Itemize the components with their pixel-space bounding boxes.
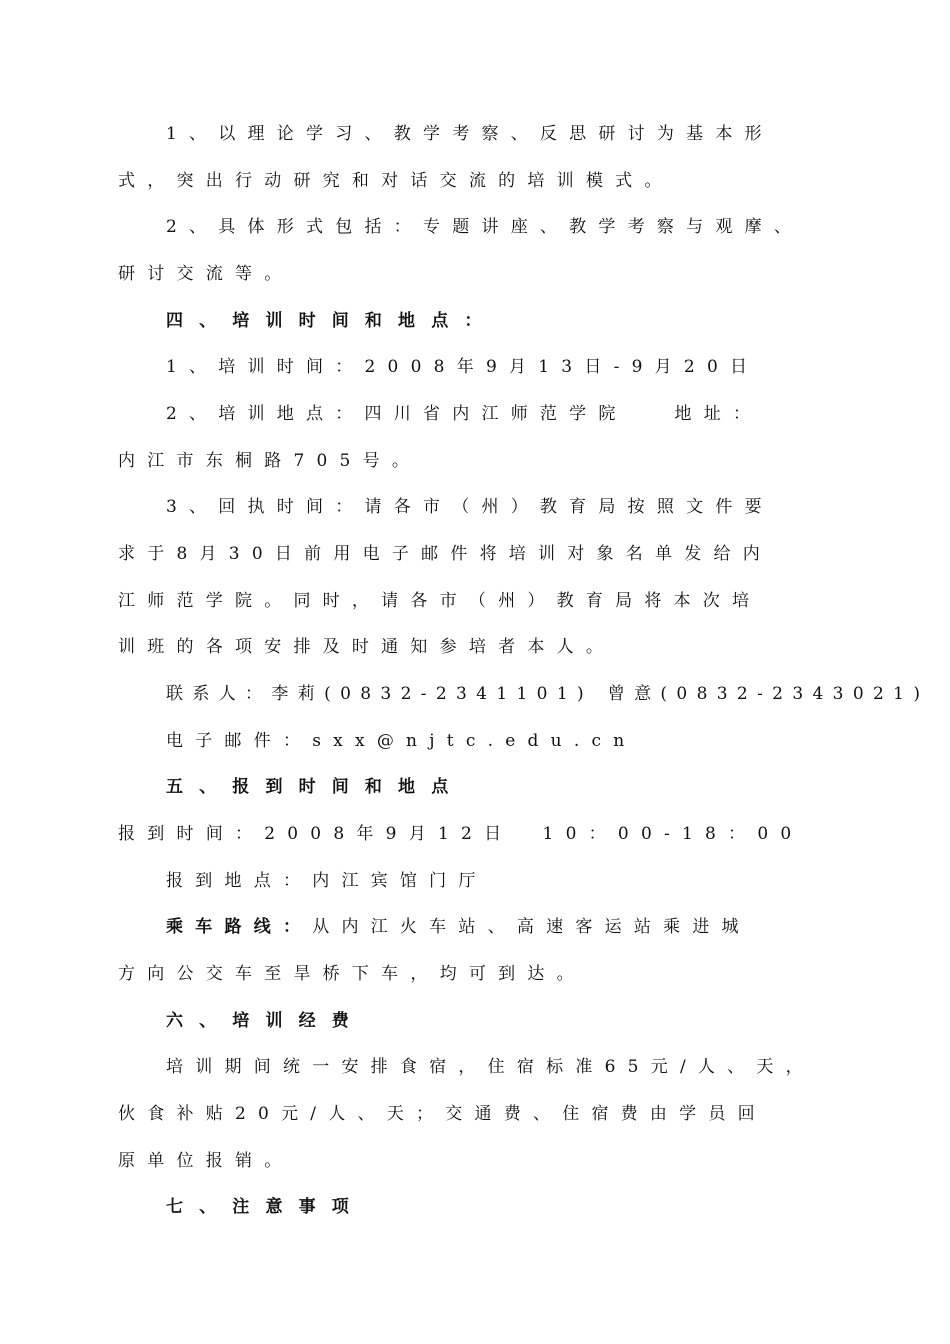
bus-route-label: 乘车路线：: [166, 917, 313, 937]
training-place-line-2: 内江市东桐路705号。: [118, 451, 422, 471]
reply-line-4: 训班的各项安排及时通知参培者本人。: [118, 637, 616, 657]
section-5-heading: 五、报到时间和地点: [166, 777, 465, 797]
reply-line-1: 3、回执时间：请各市（州）教育局按照文件要: [166, 497, 774, 517]
section-7-heading: 七、注意事项: [166, 1197, 365, 1217]
paragraph-form-1-line-2: 式，突出行动研究和对话交流的培训模式。: [118, 171, 674, 191]
paragraph-form-2-line-1: 2、具体形式包括：专题讲座、教学考察与观摩、: [166, 217, 804, 237]
fee-line-1: 培训期间统一安排食宿，住宿标准65元/人、天，: [166, 1057, 815, 1077]
bus-route-line-2: 方向公交车至旱桥下车，均可到达。: [118, 964, 586, 984]
fee-line-3: 原单位报销。: [118, 1151, 294, 1171]
section-6-heading: 六、培训经费: [166, 1011, 365, 1031]
bus-route-text: 从内江火车站、高速客运站乘进城: [312, 917, 751, 937]
bus-route-line-1: [166, 915, 906, 939]
training-time: 1、培训时间：2008年9月13日-9月20日: [166, 357, 760, 377]
paragraph-form-1-line-1: 1、以理论学习、教学考察、反思研讨为基本形: [166, 124, 774, 144]
training-place-line-1: 2、培训地点：四川省内江师范学院 地址：: [166, 404, 763, 424]
contact-email: 电子邮件：sxx@njtc.edu.cn: [166, 731, 637, 751]
reply-line-3: 江师范学院。同时，请各市（州）教育局将本次培: [118, 591, 762, 611]
contact-person: 联系人：李莉(0832-2341101) 曾意(0832-2343021): [166, 684, 930, 704]
reply-line-2: 求于8月30日前用电子邮件将培训对象名单发给内: [118, 544, 772, 564]
report-time: 报到时间：2008年9月12日 10：00-18：00: [118, 824, 804, 844]
fee-line-2: 伙食补贴20元/人、天；交通费、住宿费由学员回: [118, 1104, 767, 1124]
section-4-heading: 四、培训时间和地点：: [166, 311, 498, 331]
report-place: 报到地点：内江宾馆门厅: [166, 871, 488, 891]
paragraph-form-2-line-2: 研讨交流等。: [118, 264, 294, 284]
